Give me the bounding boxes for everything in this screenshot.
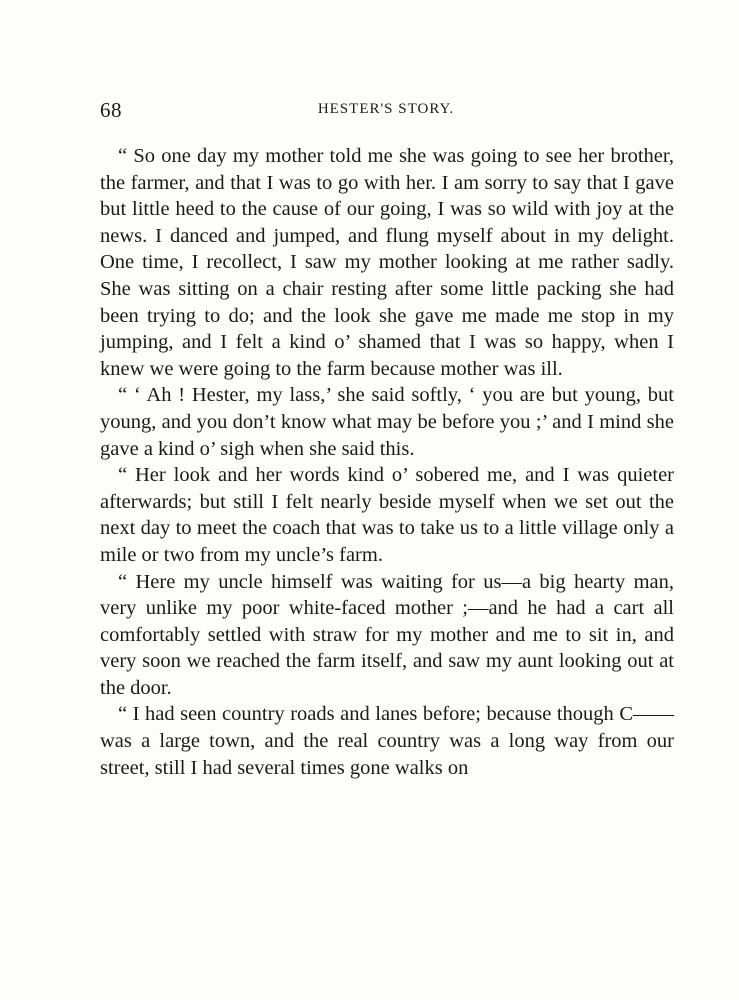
- page-number: 68: [100, 98, 122, 122]
- paragraph: “ Here my uncle himself was waiting for us—a big hearty man, very unlike my poor white-faced mother ;—and he had a cart all comfortably settled with straw for my mother and me to sit in, and very soon we reached the farm itself, and saw my aunt looking out at the door.: [100, 570, 674, 699]
- paragraph: “ So one day my mother told me she was going to see her brother, the farmer, and that I was to go with her. I am sorry to say that I gave but little heed to the cause of our going, I was so wild with joy at the news. I danced and jumped, and flung myself about in my delight. One time, I recollect, I saw my mother looking at me rather sadly. She was sitting on a chair resting after some little packing she had been trying to do; and the look she gave me made me stop in my jumping, and I felt a kind o’ shamed that I was so happy, when I knew we were going to the farm because mother was ill.: [100, 145, 674, 380]
- body-text: [100, 143, 674, 781]
- paragraph: “ Her look and her words kind o’ sobered me, and I was quieter afterwards; but still I felt nearly beside myself when we set out the next day to meet the coach that was to take us to a little village only a mile or two from my uncle’s farm.: [100, 464, 674, 566]
- page-header: [100, 98, 672, 122]
- paragraph: “ ‘ Ah ! Hester, my lass,’ she said softly, ‘ you are but young, but young, and you don’t know what may be before you ;’ and I mind she gave a kind o’ sigh when she said this.: [100, 384, 674, 460]
- running-title: HESTER'S STORY.: [317, 101, 455, 117]
- paragraph: “ I had seen country roads and lanes before; because though C—— was a large town, and the real country was a long way from our street, still I had several times gone walks on: [100, 703, 674, 779]
